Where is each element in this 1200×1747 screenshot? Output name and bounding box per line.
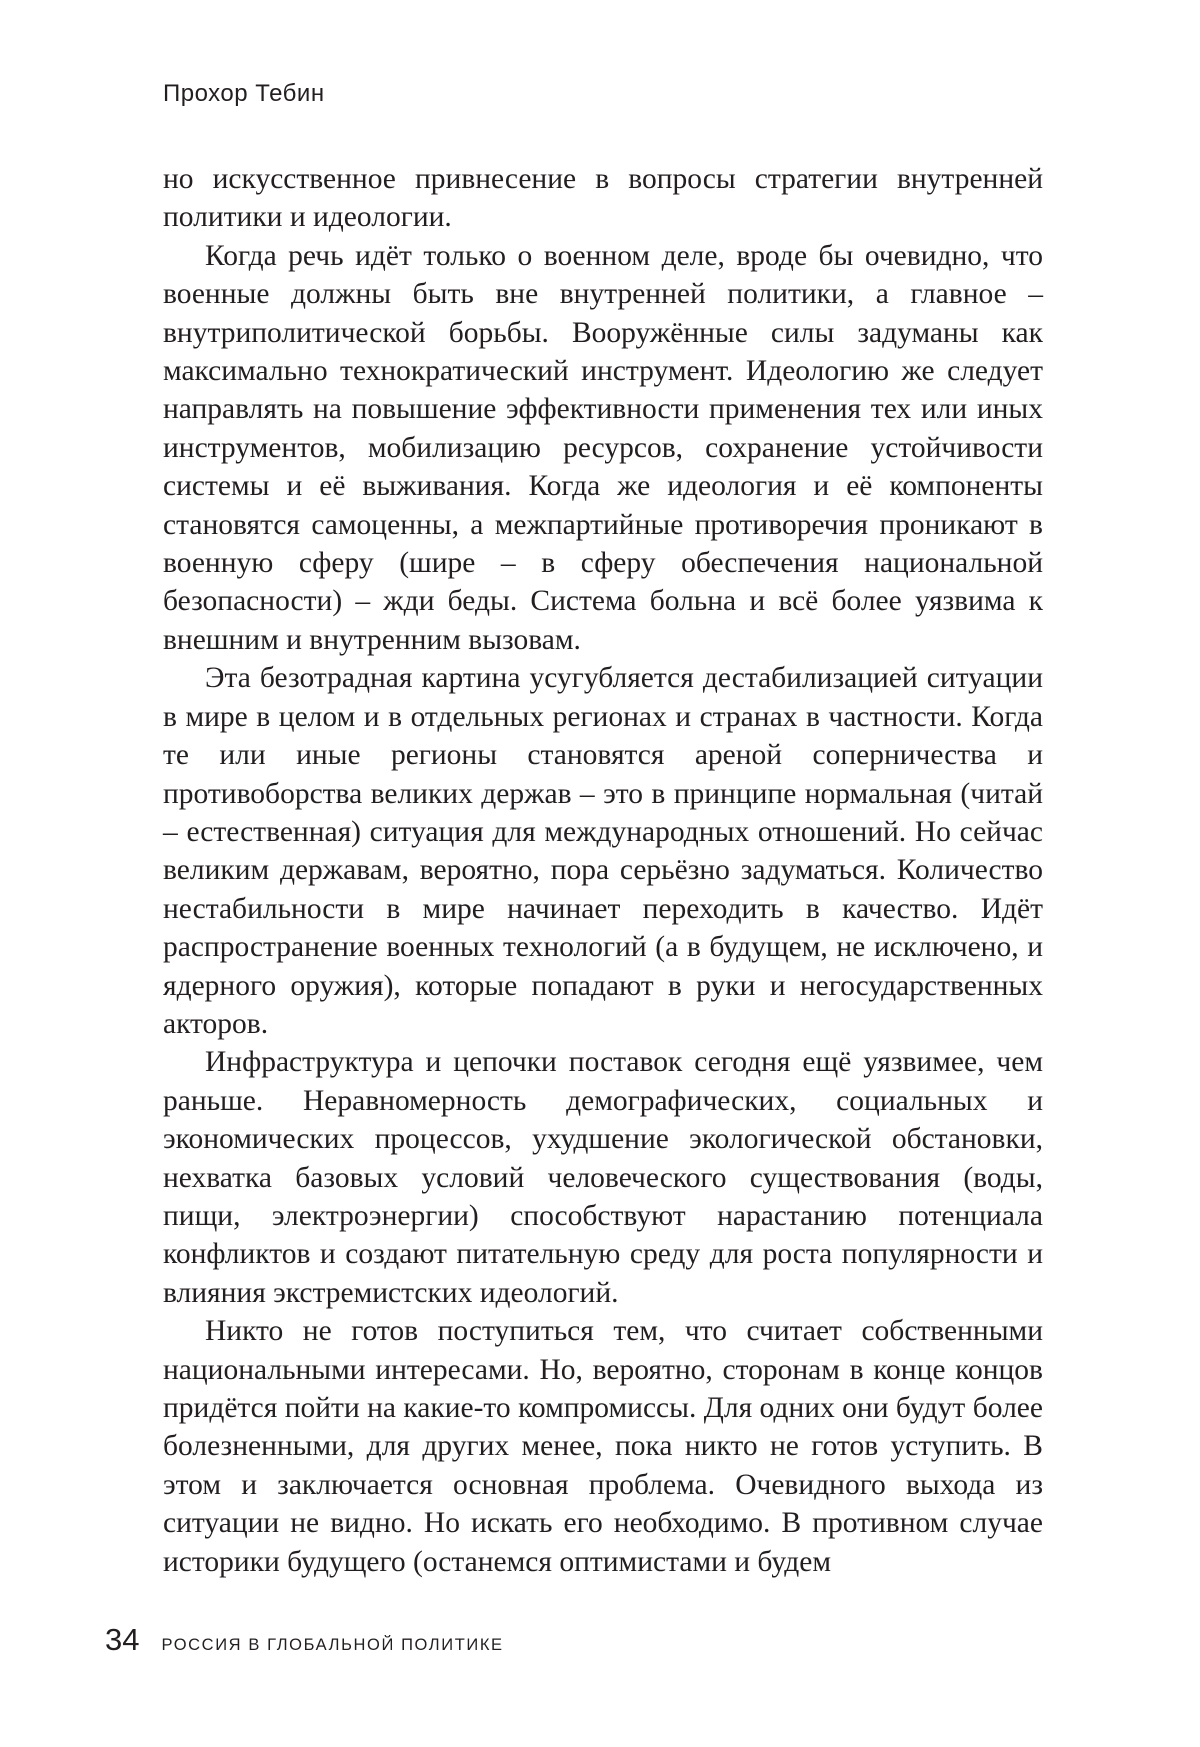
paragraph-continued: но искусственное привнесение в вопросы стратегии внутренней политики и идеологии. (163, 160, 1043, 237)
paragraph: Эта безотрадная картина усугубляется дестабилизацией ситуации в мире в целом и в отдельных регионах и странах в частности. Когда те или иные регионы становятся ареной соперничества и противоборства великих держав – это в принципе нормальная (читай – естественная) ситуация для международных отношений. Но сейчас великим державам, вероятно, пора серьёзно задуматься. Количество нестабильности в мире начинает переходить в качество. Идёт распространение военных технологий (а в будущем, не исключено, и ядерного оружия), которые попадают в руки и негосударственных акторов. (163, 659, 1043, 1043)
main-text (163, 160, 1043, 1581)
paragraph: Инфраструктура и цепочки поставок сегодня ещё уязвимее, чем раньше. Неравномерность демографических, социальных и экономических процессов, ухудшение экологической обстановки, нехватка базовых условий человеческого существования (воды, пищи, электроэнергии) способствуют нарастанию потенциала конфликтов и создают питательную среду для роста популярности и влияния экстремистских идеологий. (163, 1043, 1043, 1312)
running-head-author: Прохор Тебин (163, 80, 325, 108)
page-footer (105, 1622, 504, 1658)
paragraph: Никто не готов поступиться тем, что считает собственными национальными интересами. Но, вероятно, сторонам в конце концов придётся пойти на какие-то компромиссы. Для одних они будут более болезненными, для других менее, пока никто не готов уступить. В этом и заключается основная проблема. Очевидного выхода из ситуации не видно. Но искать его необходимо. В противном случае историки будущего (останемся оптимистами и будем (163, 1312, 1043, 1581)
paragraph: Когда речь идёт только о военном деле, вроде бы очевидно, что военные должны быть вне внутренней политики, а главное – внутриполитической борьбы. Вооружённые силы задуманы как максимально технократический инструмент. Идеологию же следует направлять на повышение эффективности применения тех или иных инструментов, мобилизацию ресурсов, сохранение устойчивости системы и её выживания. Когда же идеология и её компоненты становятся самоценны, а межпартийные противоречия проникают в военную сферу (шире – в сферу обеспечения национальной безопасности) – жди беды. Система больна и всё более уязвима к внешним и внутренним вызовам. (163, 237, 1043, 659)
page-number: 34 (105, 1622, 139, 1658)
journal-title: РОССИЯ В ГЛОБАЛЬНОЙ ПОЛИТИКЕ (161, 1636, 503, 1655)
